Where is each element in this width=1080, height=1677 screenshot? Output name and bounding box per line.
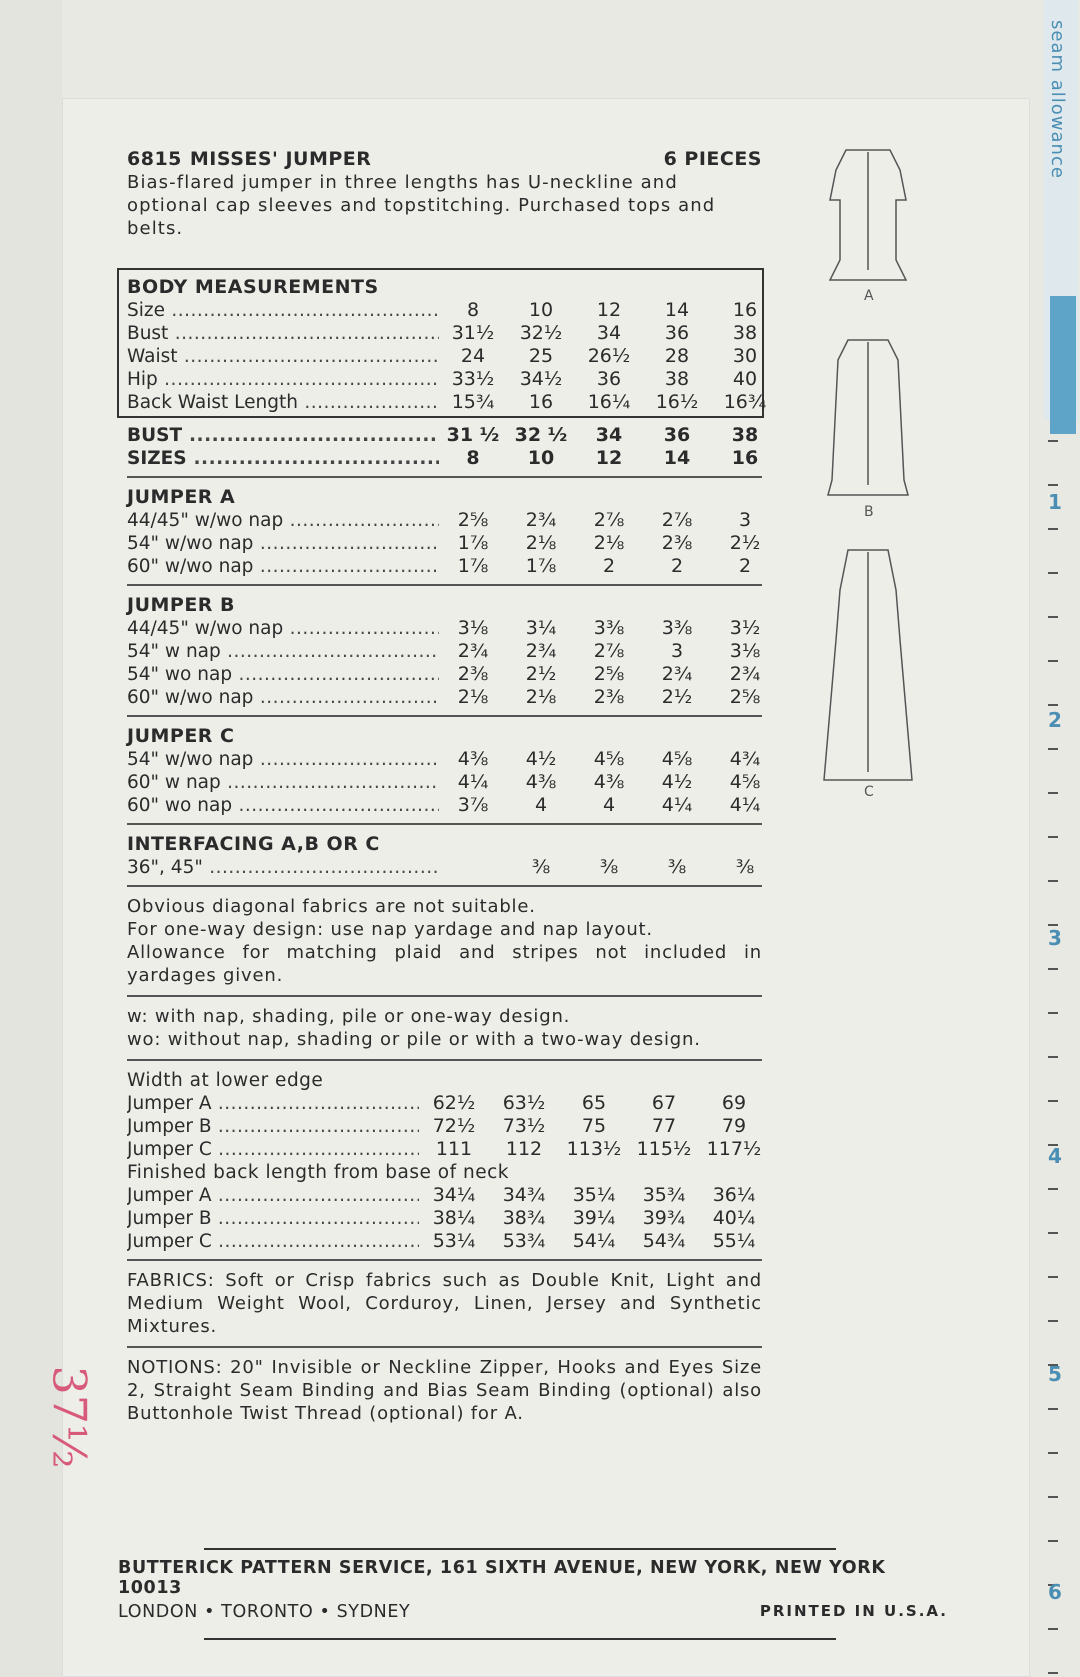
row-label: SIZES ..... bbox=[127, 447, 439, 470]
row-value: 2⅞ bbox=[661, 509, 693, 531]
row-value: 8 bbox=[466, 299, 480, 321]
row-value: 31 ½ bbox=[446, 424, 500, 446]
ruler bbox=[1042, 0, 1080, 1677]
row-value: 1⅞ bbox=[525, 555, 557, 577]
note-line: wo: without nap, shading or pile or with a two-way design. bbox=[127, 1029, 701, 1050]
row-value: 34 bbox=[596, 322, 622, 344]
table-row bbox=[127, 1184, 762, 1207]
table-row bbox=[127, 391, 767, 414]
row-value: 2⅞ bbox=[593, 509, 625, 531]
row-value: 2 bbox=[670, 555, 684, 577]
ruler-tick bbox=[1048, 1320, 1058, 1322]
ruler-tick bbox=[1048, 616, 1058, 618]
row-value: 4¼ bbox=[729, 794, 761, 816]
row-value: 16 bbox=[528, 391, 554, 413]
figure-label-c: C bbox=[864, 784, 874, 800]
row-value: 54¾ bbox=[642, 1230, 686, 1252]
table-row bbox=[127, 640, 762, 663]
note-line: Obvious diagonal fabrics are not suitable. bbox=[127, 896, 536, 917]
row-value: 35¼ bbox=[572, 1184, 616, 1206]
row-value: 79 bbox=[721, 1115, 747, 1137]
row-value: 14 bbox=[664, 299, 690, 321]
sketch-c bbox=[824, 550, 912, 780]
table-row bbox=[127, 794, 762, 817]
ruler-tick bbox=[1048, 1408, 1058, 1410]
row-value: 69 bbox=[721, 1092, 747, 1114]
row-value: 112 bbox=[505, 1138, 543, 1160]
ruler-number: 1 bbox=[1048, 490, 1062, 514]
row-value: 28 bbox=[664, 345, 690, 367]
row-value: 113½ bbox=[566, 1138, 622, 1160]
row-value: 40¼ bbox=[712, 1207, 756, 1229]
divider bbox=[127, 823, 762, 825]
divider bbox=[127, 995, 762, 997]
row-value: 3 bbox=[670, 640, 684, 662]
row-value: 3⅛ bbox=[729, 640, 761, 662]
divider bbox=[127, 1346, 762, 1348]
divider bbox=[127, 1059, 762, 1061]
row-value: ⅜ bbox=[735, 856, 755, 878]
row-label: 54" w/wo nap ..... bbox=[127, 532, 439, 555]
row-value: 39¾ bbox=[642, 1207, 686, 1229]
row-label: Jumper C ..... bbox=[127, 1230, 419, 1253]
table-row bbox=[127, 424, 762, 447]
table-row bbox=[127, 617, 762, 640]
row-value: 2¾ bbox=[457, 640, 489, 662]
printed-in: PRINTED IN U.S.A. bbox=[759, 1602, 948, 1620]
row-value: 2⅝ bbox=[729, 686, 761, 708]
table-row bbox=[127, 532, 762, 555]
row-value: 4½ bbox=[525, 748, 557, 770]
row-value: 10 bbox=[527, 447, 555, 469]
jumper-b-yardage bbox=[127, 588, 762, 713]
table-row bbox=[127, 663, 762, 686]
section-title: INTERFACING A,B OR C bbox=[127, 833, 380, 855]
row-value: 3⅛ bbox=[457, 617, 489, 639]
row-label: Hip ..... bbox=[127, 368, 439, 391]
row-value: 53¾ bbox=[502, 1230, 546, 1252]
row-value: 2⅛ bbox=[525, 686, 557, 708]
jumper-c-yardage bbox=[127, 719, 762, 821]
row-value: 16 bbox=[732, 299, 758, 321]
row-value: 2⅝ bbox=[457, 509, 489, 531]
row-value: 2 bbox=[602, 555, 616, 577]
row-label: 54" wo nap ..... bbox=[127, 663, 439, 686]
row-value: 3¼ bbox=[525, 617, 557, 639]
row-value: 39¼ bbox=[572, 1207, 616, 1229]
table-row bbox=[127, 322, 758, 345]
ruler-tick bbox=[1048, 1232, 1058, 1234]
table-row bbox=[127, 299, 758, 322]
row-value: 3 bbox=[738, 509, 752, 531]
row-label: Jumper B ..... bbox=[127, 1207, 419, 1230]
ruler-tick bbox=[1048, 880, 1058, 882]
row-label: Jumper C ..... bbox=[127, 1138, 419, 1161]
ruler-tick bbox=[1048, 1628, 1058, 1630]
row-value: 38 bbox=[731, 424, 759, 446]
row-value: 62½ bbox=[432, 1092, 476, 1114]
row-value: 73½ bbox=[502, 1115, 546, 1137]
row-value: 67 bbox=[651, 1092, 677, 1114]
figure-label-a: A bbox=[864, 288, 874, 304]
row-value: 38¾ bbox=[502, 1207, 546, 1229]
row-value: 32 ½ bbox=[514, 424, 568, 446]
row-value: 2¾ bbox=[525, 509, 557, 531]
figure-label-b: B bbox=[864, 504, 874, 520]
pattern-title: MISSES' JUMPER bbox=[189, 148, 372, 170]
ruler-tick bbox=[1048, 1496, 1058, 1498]
interfacing-yardage bbox=[127, 827, 762, 883]
row-value: ⅜ bbox=[667, 856, 687, 878]
section-title: Width at lower edge bbox=[127, 1070, 324, 1091]
table-row bbox=[127, 1230, 762, 1253]
row-value: 38 bbox=[664, 368, 690, 390]
bust-sizes bbox=[127, 418, 762, 474]
table-row bbox=[127, 345, 758, 368]
table-row bbox=[127, 856, 762, 879]
ruler-number: 5 bbox=[1048, 1362, 1062, 1386]
sketch-b bbox=[828, 340, 908, 495]
row-value: ⅜ bbox=[531, 856, 551, 878]
row-value: 2½ bbox=[729, 532, 761, 554]
ruler-number: 6 bbox=[1048, 1580, 1062, 1604]
header bbox=[127, 148, 762, 171]
row-value: 36 bbox=[596, 368, 622, 390]
row-value: 72½ bbox=[432, 1115, 476, 1137]
row-value: 4¼ bbox=[457, 771, 489, 793]
row-label: Size ..... bbox=[127, 299, 439, 322]
ruler-tick bbox=[1048, 1100, 1058, 1102]
row-value: 2⅛ bbox=[525, 532, 557, 554]
pattern-number: 6815 bbox=[127, 148, 182, 170]
row-value: 34 bbox=[595, 424, 623, 446]
row-value: 65 bbox=[581, 1092, 607, 1114]
garment-sketches bbox=[818, 140, 918, 800]
row-value: 2⅜ bbox=[593, 686, 625, 708]
ruler-tick bbox=[1048, 1188, 1058, 1190]
row-value: 33½ bbox=[451, 368, 495, 390]
row-value: 4⅜ bbox=[457, 748, 489, 770]
table-row bbox=[127, 368, 758, 391]
ruler-number: 4 bbox=[1048, 1144, 1062, 1168]
row-value: 32½ bbox=[519, 322, 563, 344]
row-value: 12 bbox=[595, 447, 623, 469]
company-address: BUTTERICK PATTERN SERVICE, 161 SIXTH AVENUE, NEW YORK, NEW YORK 10013 bbox=[118, 1558, 886, 1598]
ruler-tick bbox=[1048, 572, 1058, 574]
divider bbox=[127, 584, 762, 586]
row-value: 30 bbox=[732, 345, 758, 367]
sketch-a bbox=[830, 150, 906, 280]
row-value: 16½ bbox=[655, 391, 699, 413]
row-value: 2½ bbox=[525, 663, 557, 685]
section-title: Finished back length from base of neck bbox=[127, 1162, 509, 1183]
row-label: 60" w nap ..... bbox=[127, 771, 439, 794]
row-value: 2⅛ bbox=[457, 686, 489, 708]
row-value: 3½ bbox=[729, 617, 761, 639]
row-value: 4⅜ bbox=[593, 771, 625, 793]
ruler-tick bbox=[1048, 1540, 1058, 1542]
row-label: 60" wo nap ..... bbox=[127, 794, 439, 817]
row-value: 3⅜ bbox=[593, 617, 625, 639]
row-value: 2⅛ bbox=[593, 532, 625, 554]
row-value: 4⅝ bbox=[729, 771, 761, 793]
row-value: 2½ bbox=[661, 686, 693, 708]
section-title: JUMPER C bbox=[127, 725, 235, 747]
body-measurements-table bbox=[117, 268, 767, 418]
row-value: 25 bbox=[528, 345, 554, 367]
row-value: 4⅜ bbox=[525, 771, 557, 793]
row-label: 60" w/wo nap ..... bbox=[127, 555, 439, 578]
row-value: ⅜ bbox=[599, 856, 619, 878]
row-value: 53¼ bbox=[432, 1230, 476, 1252]
ruler-tick bbox=[1048, 1276, 1058, 1278]
ruler-tick bbox=[1048, 1012, 1058, 1014]
row-value: 1⅞ bbox=[457, 532, 489, 554]
footer-rule-top bbox=[204, 1548, 836, 1550]
handwritten-mark: 37½ bbox=[42, 1365, 97, 1469]
row-label: 60" w/wo nap ..... bbox=[127, 686, 439, 709]
row-value: 34¼ bbox=[432, 1184, 476, 1206]
row-value: 38 bbox=[732, 322, 758, 344]
row-value: 12 bbox=[596, 299, 622, 321]
ruler-tick bbox=[1048, 528, 1058, 530]
divider bbox=[127, 715, 762, 717]
section-title: BODY MEASUREMENTS bbox=[127, 276, 379, 298]
row-value: 4 bbox=[534, 794, 548, 816]
row-label: 44/45" w/wo nap ..... bbox=[127, 509, 439, 532]
row-value: 26½ bbox=[587, 345, 631, 367]
width-lower-edge bbox=[127, 1063, 762, 1257]
fabrics-text: FABRICS: Soft or Crisp fabrics such as Double Knit, Light and Medium Weight Wool, Corduroy, Linen, Jersey and Synthetic Mixtures. bbox=[127, 1270, 762, 1337]
row-value: 4¾ bbox=[729, 748, 761, 770]
ruler-tick bbox=[1048, 792, 1058, 794]
row-value: 36 bbox=[663, 424, 691, 446]
row-value: 24 bbox=[460, 345, 486, 367]
row-value: 63½ bbox=[502, 1092, 546, 1114]
row-label: Bust ..... bbox=[127, 322, 439, 345]
row-value: 8 bbox=[466, 447, 480, 469]
table-row bbox=[127, 1138, 762, 1161]
ruler-tick bbox=[1048, 836, 1058, 838]
row-value: 2⅞ bbox=[593, 640, 625, 662]
row-value: 4½ bbox=[661, 771, 693, 793]
row-value: 4⅝ bbox=[593, 748, 625, 770]
ruler-tick bbox=[1048, 704, 1058, 706]
row-label: 54" w/wo nap ..... bbox=[127, 748, 439, 771]
divider bbox=[127, 476, 762, 478]
row-value: 3⅞ bbox=[457, 794, 489, 816]
row-label: Jumper B ..... bbox=[127, 1115, 419, 1138]
row-value: 15¾ bbox=[451, 391, 495, 413]
body-measurement-rows bbox=[127, 299, 767, 414]
row-label: Jumper A ..... bbox=[127, 1184, 419, 1207]
row-value: 40 bbox=[732, 368, 758, 390]
row-label: 44/45" w/wo nap ..... bbox=[127, 617, 439, 640]
row-label: Jumper A ..... bbox=[127, 1092, 419, 1115]
ruler-tick bbox=[1048, 660, 1058, 662]
row-value: 2 bbox=[738, 555, 752, 577]
pattern-info bbox=[127, 148, 767, 1431]
pieces-count: 6 PIECES bbox=[663, 148, 762, 170]
row-value: 117½ bbox=[706, 1138, 762, 1160]
row-value: 10 bbox=[528, 299, 554, 321]
row-value: 111 bbox=[435, 1138, 473, 1160]
row-value: 38¼ bbox=[432, 1207, 476, 1229]
ruler-tick bbox=[1048, 1672, 1058, 1674]
notions-text: NOTIONS: 20" Invisible or Neckline Zipper, Hooks and Eyes Size 2, Straight Seam Binding and Bias Seam Binding (optional) also Buttonhole Twist Thread (optional) for A. bbox=[127, 1357, 762, 1424]
seam-allowance-label: seam allowance bbox=[1047, 20, 1068, 179]
table-row bbox=[127, 1115, 762, 1138]
row-value: 2⅜ bbox=[661, 532, 693, 554]
row-value: 2¾ bbox=[661, 663, 693, 685]
section-title: JUMPER B bbox=[127, 594, 236, 616]
table-row bbox=[127, 1207, 762, 1230]
table-row bbox=[127, 509, 762, 532]
row-value: 14 bbox=[663, 447, 691, 469]
row-value: 16¼ bbox=[587, 391, 631, 413]
row-value: 34½ bbox=[519, 368, 563, 390]
row-value: 1⅞ bbox=[457, 555, 489, 577]
description: Bias-flared jumper in three lengths has U-neckline and optional cap sleeves and topstitching. Purchased tops and belts. bbox=[127, 172, 716, 239]
row-value: 2¾ bbox=[525, 640, 557, 662]
table-row bbox=[127, 1092, 762, 1115]
row-value: 2⅜ bbox=[457, 663, 489, 685]
row-value: 31½ bbox=[451, 322, 495, 344]
row-value: 4¼ bbox=[661, 794, 693, 816]
row-value: 16¾ bbox=[723, 391, 767, 413]
table-row bbox=[127, 447, 762, 470]
row-value: 36 bbox=[664, 322, 690, 344]
row-value: 4⅝ bbox=[661, 748, 693, 770]
table-row bbox=[127, 555, 762, 578]
footer bbox=[118, 1558, 948, 1622]
row-value: 34¾ bbox=[502, 1184, 546, 1206]
row-value: 54¼ bbox=[572, 1230, 616, 1252]
ruler-tick bbox=[1048, 748, 1058, 750]
row-label: Waist ..... bbox=[127, 345, 439, 368]
note-line: Allowance for matching plaid and stripes not included in yardages given. bbox=[127, 942, 762, 986]
table-row bbox=[127, 771, 762, 794]
note-line: For one-way design: use nap yardage and nap layout. bbox=[127, 919, 653, 940]
row-label: 36", 45" ..... bbox=[127, 856, 439, 879]
table-row bbox=[127, 686, 762, 709]
row-label: Back Waist Length ..... bbox=[127, 391, 439, 414]
ruler-tick bbox=[1048, 968, 1058, 970]
row-value: 35¾ bbox=[642, 1184, 686, 1206]
row-value: 2¾ bbox=[729, 663, 761, 685]
row-value: 2⅝ bbox=[593, 663, 625, 685]
row-value: 75 bbox=[581, 1115, 607, 1137]
row-value: 77 bbox=[651, 1115, 677, 1137]
fabric-notes bbox=[127, 889, 762, 993]
ruler-tick bbox=[1048, 1056, 1058, 1058]
row-label: BUST ..... bbox=[127, 424, 439, 447]
table-row bbox=[127, 748, 762, 771]
nap-legend bbox=[127, 999, 762, 1057]
row-value: 55¼ bbox=[712, 1230, 756, 1252]
row-value: 3⅜ bbox=[661, 617, 693, 639]
row-value: 16 bbox=[731, 447, 759, 469]
ruler-number: 3 bbox=[1048, 926, 1062, 950]
row-value: 36¼ bbox=[712, 1184, 756, 1206]
row-value: 4 bbox=[602, 794, 616, 816]
section-title: JUMPER A bbox=[127, 486, 236, 508]
ruler-tick bbox=[1048, 440, 1058, 442]
jumper-a-yardage bbox=[127, 480, 762, 582]
ruler-tick bbox=[1048, 484, 1058, 486]
footer-rule-bottom bbox=[204, 1638, 836, 1640]
divider bbox=[127, 885, 762, 887]
cities: LONDON • TORONTO • SYDNEY bbox=[118, 1602, 411, 1622]
row-value: 115½ bbox=[636, 1138, 692, 1160]
row-label: 54" w nap ..... bbox=[127, 640, 439, 663]
note-line: w: with nap, shading, pile or one-way design. bbox=[127, 1006, 571, 1027]
divider bbox=[127, 1259, 762, 1261]
ruler-number: 2 bbox=[1048, 708, 1062, 732]
ruler-tick bbox=[1048, 1452, 1058, 1454]
